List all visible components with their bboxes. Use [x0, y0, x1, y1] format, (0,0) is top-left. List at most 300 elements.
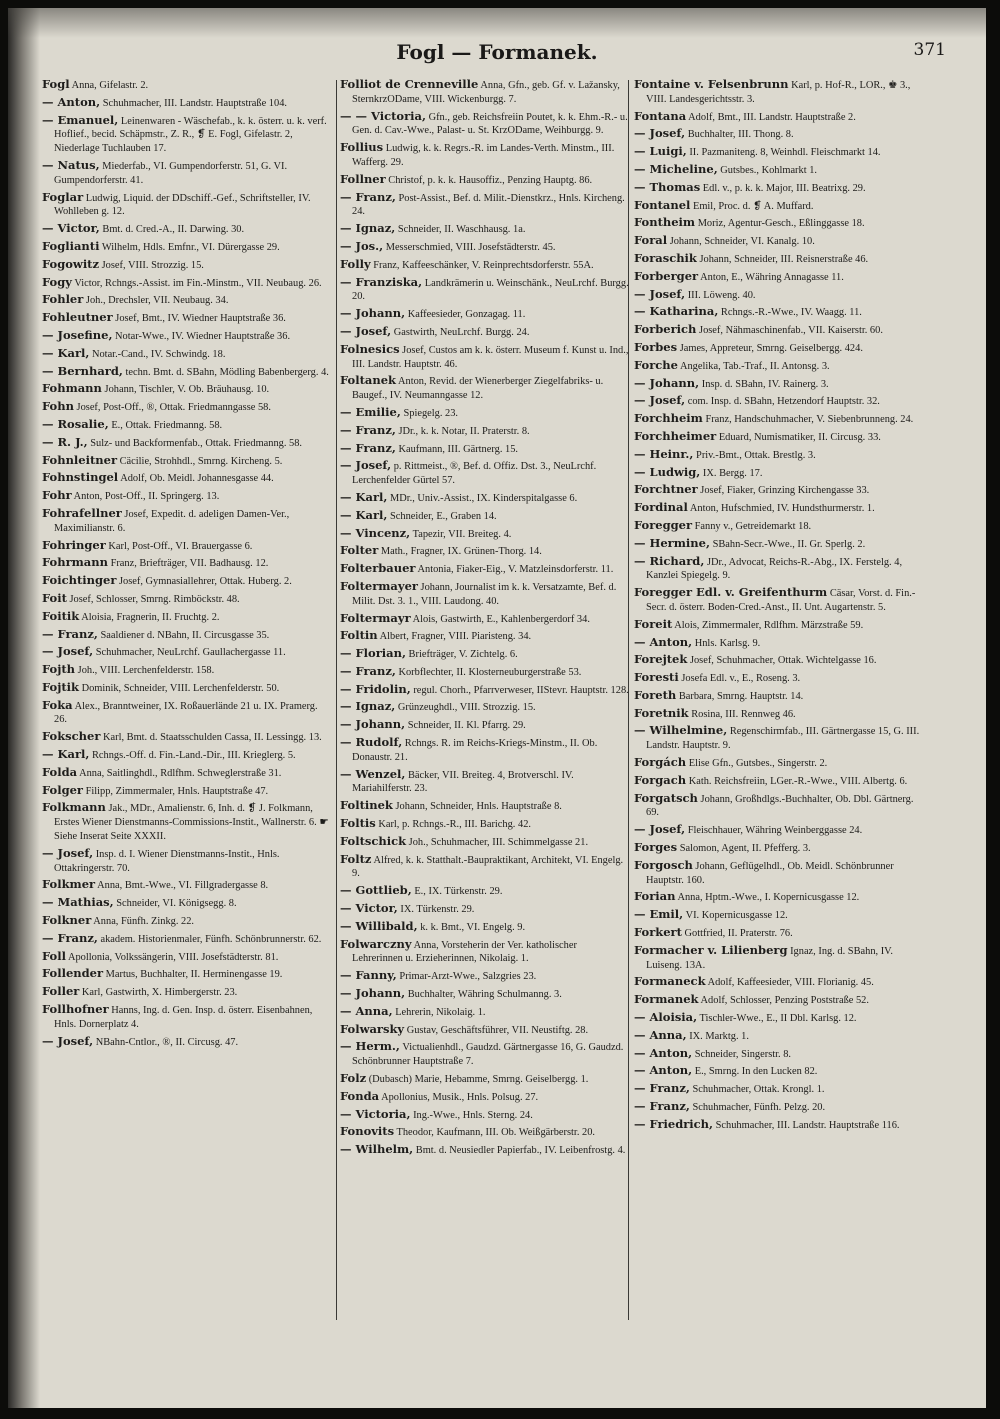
entry-details: Rchngs. R. im Reichs-Kriegs-Minstm., II. Ob. Donaustr. 21. — [352, 738, 598, 763]
directory-entry — [42, 471, 332, 486]
entry-details: Barbara, Smrng. Hauptstr. 14. — [676, 690, 804, 702]
directory-entry — [634, 181, 924, 196]
directory-entry — [42, 293, 332, 308]
entry-details: Josefa Edl. v., E., Roseng. 3. — [678, 673, 801, 685]
entry-details: E., IX. Türkenstr. 29. — [411, 886, 503, 898]
entry-name: — Franz, — [42, 626, 98, 641]
entry-details: Leinenwaren - Wäschefab., k. k. österr. u. k. verf. Hoflief., becid. Schäpmstr., Z. R., ❡ E. Fogl, Gifelastr. 2, Niederlage Tuchlauben 17. — [54, 115, 327, 155]
directory-entry — [42, 258, 332, 273]
entry-details: Spiegelg. 23. — [400, 407, 459, 419]
directory-entry — [42, 382, 332, 397]
entry-name: — Anna, — [340, 1003, 393, 1018]
entry-details: Fleischhauer, Währing Weinberggasse 24. — [685, 825, 863, 837]
entry-name: Foit — [42, 590, 67, 605]
entry-details: Ignaz, Ing. d. SBahn, IV. Luiseng. 13A. — [646, 945, 893, 971]
directory-entry — [340, 527, 630, 542]
entry-name: Forgosch — [634, 857, 693, 872]
directory-entry — [42, 628, 332, 643]
directory-entry — [42, 896, 332, 911]
directory-entry — [42, 766, 332, 781]
directory-entry — [634, 890, 924, 905]
entry-details: Rchngs.-R.-Wwe., IV. Waagg. 11. — [718, 307, 862, 319]
entry-details: Edl. v., p. k. k. Major, III. Beatrixg. 29. — [700, 182, 866, 194]
directory-entry — [340, 853, 630, 882]
entry-name: — Josef, — [340, 323, 392, 338]
directory-entry — [340, 258, 630, 273]
entry-details: Insp. d. I. Wiener Dienstmanns-Instit., Hnls. Ottakringerstr. 70. — [54, 848, 280, 874]
entry-name: Fontheim — [634, 215, 696, 230]
entry-name: Fogl — [42, 78, 70, 91]
directory-entry — [634, 519, 924, 534]
entry-name: — Rudolf, — [340, 735, 403, 750]
directory-entry — [634, 305, 924, 320]
entry-details: com. Insp. d. SBahn, Hetzendorf Hauptstr. 32. — [685, 396, 880, 408]
entry-name: — Franz, — [340, 440, 396, 455]
directory-entry — [340, 173, 630, 188]
entry-name: — Gottlieb, — [340, 883, 412, 898]
directory-entry — [634, 1082, 924, 1097]
entry-details: Karl, Gastwirth, X. Himbergerstr. 23. — [79, 987, 238, 999]
directory-entry — [634, 341, 924, 356]
entry-name: Foregger — [634, 517, 693, 532]
entry-name: — Johann, — [634, 375, 700, 390]
directory-entry — [634, 412, 924, 427]
directory-entry — [634, 671, 924, 686]
entry-name: Folwarczny — [340, 936, 412, 951]
entry-name: Foichtinger — [42, 573, 117, 588]
entry-name: Fohr — [42, 488, 72, 503]
directory-entry — [634, 653, 924, 668]
entry-name: — Josef, — [634, 822, 686, 837]
directory-entry — [634, 448, 924, 463]
entry-details: Gastwirth, NeuLrchf. Burgg. 24. — [391, 326, 530, 338]
entry-name: Folter — [340, 543, 379, 558]
entry-name: Formanek — [634, 992, 699, 1007]
entry-details: IX. Bergg. 17. — [700, 467, 763, 479]
entry-name: — Josef, — [42, 1033, 94, 1048]
entry-name: — Wilhelm, — [340, 1142, 414, 1157]
entry-name: Foresti — [634, 670, 679, 685]
entry-details: Josef, Fiaker, Grinzing Kirchengasse 33. — [697, 485, 870, 497]
entry-name: — Emil, — [634, 907, 684, 922]
entry-name: Fohnstingel — [42, 470, 119, 485]
entry-name: — Friedrich, — [634, 1116, 714, 1131]
entry-details: Antonia, Fiaker-Eig., V. Matzleinsdorferstr. 11. — [415, 564, 614, 576]
directory-entry — [42, 347, 332, 362]
directory-entry — [42, 784, 332, 799]
entry-details: Anna, Vorsteherin der Ver. katholischer Lehrerinnen u. Erzieherinnen, Nikolaig. 1. — [352, 939, 577, 965]
entry-name: Fohrafellner — [42, 505, 122, 520]
entry-details: James, Appreteur, Smrng. Geiselbergg. 424. — [677, 342, 863, 354]
entry-details: regul. Chorh., Pfarrverweser, IIStevr. Hauptstr. 128. — [410, 684, 629, 696]
entry-details: III. Löweng. 40. — [685, 289, 756, 301]
entry-name: Folkmann — [42, 800, 106, 815]
entry-name: Foreth — [634, 687, 677, 702]
entry-name: — Franz, — [340, 422, 396, 437]
directory-entry — [634, 199, 924, 214]
entry-details: Alois, Gastwirth, E., Kahlenbergerdorf 34. — [410, 613, 590, 625]
entry-details: Priv.-Bmt., Ottak. Brestlg. 3. — [693, 449, 816, 461]
directory-entry — [634, 288, 924, 303]
directory-entry — [42, 1035, 332, 1050]
directory-entry — [42, 400, 332, 415]
entry-details: Schneider, Singerstr. 8. — [692, 1048, 791, 1060]
entry-name: Fonda — [340, 1088, 380, 1103]
directory-entry — [340, 1023, 630, 1038]
directory-entry — [340, 736, 630, 765]
directory-entry — [340, 718, 630, 733]
entry-details: Johann, Schneider, Hnls. Hauptstraße 8. — [392, 801, 562, 813]
directory-entry — [340, 240, 630, 255]
entry-name: Folly — [340, 256, 371, 271]
entry-name: — Luigi, — [634, 144, 687, 159]
entry-name: Fokscher — [42, 729, 101, 744]
directory-entry — [42, 240, 332, 255]
entry-details: Messerschmied, VIII. Josefstädterstr. 45. — [383, 241, 556, 253]
directory-entry — [340, 580, 630, 609]
directory-entry — [634, 537, 924, 552]
entry-details: Buchhalter, Währing Schulmanng. 3. — [405, 989, 562, 1001]
directory-entry — [42, 1003, 332, 1032]
entry-name: Folnesics — [340, 341, 400, 356]
entry-details: Christof, p. k. k. Hausoffiz., Penzing Hauptg. 86. — [385, 174, 593, 186]
entry-name: Forian — [634, 889, 676, 904]
entry-name: Follhofner — [42, 1002, 109, 1017]
directory-entry — [340, 938, 630, 967]
directory-entry — [340, 491, 630, 506]
directory-entry — [340, 835, 630, 850]
entry-details: Schuhmacher, Ottak. Krongl. 1. — [689, 1084, 825, 1096]
page-header — [48, 40, 946, 70]
entry-details: Korbflechter, II. Klosterneuburgerstraße 53. — [395, 666, 582, 678]
directory-entry — [634, 908, 924, 923]
directory-entry — [634, 636, 924, 651]
entry-details: Tapezir, VII. Breiteg. 4. — [410, 528, 512, 540]
entry-details: Moriz, Agentur-Gesch., Eßlinggasse 18. — [695, 218, 865, 230]
entry-name: — Anton, — [42, 94, 101, 109]
entry-name: — Rosalie, — [42, 416, 109, 431]
entry-name: Formaneck — [634, 974, 706, 989]
entry-details: Dominik, Schneider, VIII. Lerchenfelderstr. 50. — [79, 682, 280, 694]
directory-entry — [634, 270, 924, 285]
entry-details: Gfn., geb. Reichsfreiin Poutet, k. k. Ehm.-R.- u. Gen. d. Cav.-Wwe., Palast- u. St. KrzODame, Weihburgg. 9. — [352, 111, 628, 137]
entry-details: Elise Gfn., Gutsbes., Singerstr. 2. — [686, 758, 828, 770]
entry-name: Fogy — [42, 274, 72, 289]
directory-entry — [340, 969, 630, 984]
entry-name: Foregger Edl. v. Greifenthurm — [634, 585, 828, 600]
entry-name: — Micheline, — [634, 161, 718, 176]
entry-name: Fogowitz — [42, 256, 100, 271]
directory-entry — [42, 847, 332, 876]
entry-details: Johann, Tischler, V. Ob. Bräuhausg. 10. — [101, 384, 270, 396]
entry-name: — R. J., — [42, 434, 88, 449]
entry-name: Forchheimer — [634, 428, 717, 443]
directory-entry — [42, 932, 332, 947]
directory-entry — [340, 884, 630, 899]
directory-entry — [340, 1072, 630, 1087]
entry-name: Fohrmann — [42, 555, 108, 570]
directory-entry — [340, 509, 630, 524]
entry-details: Anna, Hptm.-Wwe., I. Kopernicusgasse 12. — [675, 892, 860, 904]
entry-name: — Natus, — [42, 157, 100, 172]
directory-entry — [340, 78, 630, 107]
entry-name: Fohn — [42, 399, 74, 414]
entry-name: — Johann, — [340, 306, 406, 321]
entry-details: Kath. Reichsfreiin, LGer.-R.-Wwe., VIII. Albertg. 6. — [686, 775, 908, 787]
entry-details: Josef, Bmt., IV. Wiedner Hauptstraße 36. — [112, 313, 286, 325]
entry-name: Fonovits — [340, 1124, 395, 1139]
entry-name: Foll — [42, 948, 66, 963]
entry-name: Fohringer — [42, 537, 106, 552]
entry-details: Anna, Bmt.-Wwe., VI. Fillgradergasse 8. — [95, 880, 269, 892]
directory-entry — [42, 681, 332, 696]
entry-name: Folliot de Crenneville — [340, 78, 479, 91]
entry-details: Johann, Großhdlgs.-Buchhalter, Ob. Dbl. Gärtnerg. 69. — [646, 793, 914, 819]
entry-details: Post-Assist., Bef. d. Milit.-Dienstkrz., Hnls. Kircheng. 24. — [352, 192, 625, 218]
entry-name: — Franz, — [340, 189, 396, 204]
entry-details: Bmt. d. Neusiedler Papierfab., IV. Leibenfrostg. 4. — [413, 1145, 626, 1157]
entry-details: Alois, Zimmermaler, Rdlfhm. Märzstraße 59. — [672, 619, 864, 631]
entry-name: Forchheim — [634, 411, 703, 426]
directory-entry — [42, 748, 332, 763]
entry-details: Gottfried, II. Praterstr. 76. — [681, 928, 793, 940]
entry-name: — Franz, — [340, 663, 396, 678]
entry-name: — Victor, — [340, 901, 398, 916]
entry-details: Notar-Wwe., IV. Wiedner Hauptstraße 36. — [112, 330, 291, 342]
running-head: Fogl — Formanek. — [396, 40, 598, 64]
directory-entry — [42, 950, 332, 965]
entry-details: E., Ottak. Friedmanng. 58. — [108, 419, 223, 431]
entry-details: Angelika, Tab.-Traf., II. Antonsg. 3. — [677, 360, 830, 372]
entry-details: Sulz- und Backformenfab., Ottak. Friedmanng. 58. — [87, 437, 303, 449]
directory-entry — [634, 1118, 924, 1133]
entry-details: Schuhmacher, Fünfh. Pelzg. 20. — [689, 1102, 826, 1114]
entry-name: — Wilhelmine, — [634, 723, 728, 738]
entry-details: Anton, Hufschmied, IV. Hundsthurmerstr. 1. — [687, 503, 875, 515]
entry-details: Joh., VIII. Lerchenfelderstr. 158. — [75, 665, 215, 677]
entry-details: Hnls. Karlsg. 9. — [692, 637, 761, 649]
entry-details: Adolf, Bmt., III. Landstr. Hauptstraße 2. — [686, 111, 856, 123]
directory-entry — [634, 127, 924, 142]
entry-details: Anna, Gifelastr. 2. — [69, 80, 149, 91]
directory-entry — [634, 501, 924, 516]
directory-entry — [340, 141, 630, 170]
entry-details: Cäcilie, Strohhdl., Smrng. Kircheng. 5. — [117, 455, 283, 467]
directory-entry — [42, 556, 332, 571]
entry-name: Fordinal — [634, 500, 688, 515]
directory-entry — [340, 191, 630, 220]
entry-details: Karl, Bmt. d. Staatsschulden Cassa, II. Lessingg. 13. — [100, 732, 322, 744]
entry-details: Insp. d. SBahn, IV. Rainerg. 3. — [699, 378, 829, 390]
directory-entry — [42, 311, 332, 326]
entry-details: Anna, Gfn., geb. Gf. v. Lažansky, SternkrzODame, VIII. Wickenburgg. 7. — [352, 80, 620, 105]
entry-name: Foltschick — [340, 833, 407, 848]
entry-details: Bmt. d. Cred.-A., II. Darwing. 30. — [99, 224, 245, 236]
entry-name: — Emilie, — [340, 404, 401, 419]
entry-name: — Karl, — [340, 489, 388, 504]
entry-name: — Herm., — [340, 1039, 400, 1054]
entry-name: — Franziska, — [340, 274, 423, 289]
entry-name: Fohmann — [42, 381, 102, 396]
entry-details: VI. Kopernicusgasse 12. — [683, 910, 788, 922]
entry-details: Alex., Branntweiner, IX. Roßauerlände 21 u. IX. Pramerg. 26. — [54, 700, 318, 726]
entry-details: Victualienhdl., Gaudzd. Gärtnergasse 16, G. Gaudzd. Schönbrunner Hauptstraße 7. — [352, 1042, 624, 1068]
entry-details: Wilhelm, Hdls. Emfnr., VI. Dürergasse 29. — [99, 241, 280, 253]
entry-details: Schneider, VI. Königsegg. 8. — [113, 898, 237, 910]
entry-details: Josef, Gymnasiallehrer, Ottak. Huberg. 2. — [116, 576, 292, 588]
entry-name: Forgach — [634, 772, 687, 787]
entry-details: Aloisia, Fragnerin, II. Fruchtg. 2. — [79, 611, 220, 623]
directory-entry — [634, 586, 924, 615]
directory-entry — [634, 707, 924, 722]
directory-entry — [340, 1108, 630, 1123]
directory-entry — [42, 801, 332, 843]
directory-entry — [340, 562, 630, 577]
entry-details: II. Pazmaniteng. 8, Weinhdl. Fleischmarkt 14. — [686, 147, 881, 159]
directory-entry — [634, 377, 924, 392]
entry-details: Gutsbes., Kohlmarkt 1. — [717, 164, 817, 176]
entry-name: Folkmer — [42, 877, 96, 892]
entry-details: Karl, Post-Off., VI. Brauergasse 6. — [105, 540, 253, 552]
entry-details: Schuhmacher, III. Landstr. Hauptstraße 116. — [713, 1119, 900, 1131]
directory-entry — [42, 967, 332, 982]
directory-entry — [634, 792, 924, 821]
directory-entry — [340, 325, 630, 340]
directory-entry — [42, 365, 332, 380]
entry-details: Victor, Rchngs.-Assist. im Fin.-Minstm., VII. Neubaug. 26. — [71, 277, 322, 289]
directory-entry — [340, 406, 630, 421]
entry-details: Schuhmacher, NeuLrchf. Gaullachergasse 11. — [93, 647, 286, 659]
entry-name: Forgách — [634, 755, 687, 770]
directory-entry — [340, 442, 630, 457]
directory-entry — [42, 276, 332, 291]
entry-details: Apollonius, Musik., Hnls. Polsug. 27. — [379, 1091, 539, 1103]
entry-details: IX. Marktg. 1. — [686, 1030, 749, 1042]
entry-name: Forberich — [634, 322, 697, 337]
directory-entry — [634, 823, 924, 838]
entry-name: Foltin — [340, 628, 378, 643]
entry-details: Buchhalter, III. Thong. 8. — [685, 129, 794, 141]
entry-name: — — Victoria, — [340, 108, 426, 123]
entry-details: Josef, Custos am k. k. österr. Museum f. Kunst u. Ind., III. Landstr. Hauptstr. 46. — [352, 344, 629, 370]
entry-name: — Heinr., — [634, 446, 694, 461]
entry-name: Folger — [42, 782, 83, 797]
directory-entry — [634, 944, 924, 973]
directory-entry — [42, 78, 332, 93]
entry-name: — Josef, — [634, 286, 686, 301]
entry-details: Hanns, Ing. d. Gen. Insp. d. österr. Eisenbahnen, Hnls. Dornerplatz 4. — [54, 1005, 313, 1030]
directory-entry — [634, 618, 924, 633]
directory-entry — [42, 985, 332, 1000]
directory-column-1 — [42, 78, 332, 1378]
directory-entry — [340, 665, 630, 680]
entry-name: — Franz, — [634, 1081, 690, 1096]
entry-details: techn. Bmt. d. SBahn, Mödling Babenbergerg. 4. — [122, 366, 329, 378]
entry-details: Adolf, Ob. Meidl. Johannesgasse 44. — [118, 473, 274, 485]
directory-entry — [634, 359, 924, 374]
entry-name: Forche — [634, 357, 678, 372]
entry-details: Emil, Proc. d. ❡ A. Muffard. — [690, 200, 814, 212]
directory-entry — [634, 555, 924, 584]
directory-entry — [340, 1090, 630, 1105]
entry-details: Josef, Schuhmacher, Ottak. Wichtelgasse 16. — [687, 655, 877, 667]
entry-details: Johann, Journalist im k. k. Versatzamte, Bef. d. Milit. Dst. 3. 1., VIII. Laudong. 40. — [352, 581, 617, 607]
entry-details: Eduard, Numismatiker, II. Circusg. 33. — [716, 431, 881, 443]
entry-name: Foitik — [42, 608, 80, 623]
directory-entry — [42, 699, 332, 728]
directory-entry — [634, 430, 924, 445]
directory-entry — [340, 768, 630, 797]
entry-name: Forchtner — [634, 482, 698, 497]
entry-details: IX. Türkenstr. 29. — [397, 904, 475, 916]
entry-details: Primar-Arzt-Wwe., Salzgries 23. — [396, 971, 537, 983]
entry-name: — Anton, — [634, 634, 693, 649]
entry-name: — Jos., — [340, 238, 384, 253]
directory-entry — [42, 539, 332, 554]
entry-details: Franz, Briefträger, VII. Badhausg. 12. — [107, 558, 269, 570]
entry-details: Johann, Schneider, III. Reisnerstraße 46. — [696, 253, 869, 265]
directory-entry — [340, 683, 630, 698]
entry-name: — Johann, — [340, 986, 406, 1001]
entry-name: — Josefine, — [42, 327, 113, 342]
entry-name: — Aloisia, — [634, 1010, 698, 1025]
directory-entry — [42, 592, 332, 607]
entry-name: — Victoria, — [340, 1106, 411, 1121]
entry-name: — Johann, — [340, 717, 406, 732]
directory-entry — [340, 459, 630, 488]
entry-name: Fohleutner — [42, 310, 113, 325]
directory-entry — [634, 841, 924, 856]
directory-entry — [340, 629, 630, 644]
entry-name: — Katharina, — [634, 304, 719, 319]
directory-entry — [42, 878, 332, 893]
entry-details: Theodor, Kaufmann, III. Ob. Weißgärberstr. 20. — [394, 1127, 596, 1139]
entry-details: Rchngs.-Off. d. Fin.-Land.-Dir., III. Krieglerg. 5. — [89, 750, 296, 762]
entry-details: Notar.-Cand., IV. Schwindg. 18. — [89, 348, 226, 360]
entry-details: Josef, Nähmaschinenfab., VII. Kaiserstr. 60. — [696, 325, 883, 337]
directory-page — [8, 8, 986, 1408]
entry-name: — Karl, — [42, 747, 90, 762]
entry-name: — Anton, — [634, 1045, 693, 1060]
entry-details: Ludwig, k. k. Regrs.-R. im Landes-Verth. Minstm., III. Wafferg. 29. — [352, 143, 615, 168]
directory-entry — [634, 859, 924, 888]
directory-entry — [634, 975, 924, 990]
entry-name: Foltanek — [340, 373, 396, 388]
directory-entry — [340, 1005, 630, 1020]
entry-name: Follender — [42, 966, 104, 981]
entry-name: Follius — [340, 140, 384, 155]
entry-name: Foltis — [340, 816, 376, 831]
entry-details: Rosina, III. Rennweg 46. — [688, 708, 796, 720]
directory-entry — [42, 114, 332, 156]
entry-name: — Fridolin, — [340, 681, 411, 696]
entry-name: Fontanel — [634, 197, 691, 212]
entry-details: Karl, p. Rchngs.-R., III. Barichg. 42. — [375, 819, 531, 831]
directory-entry — [42, 329, 332, 344]
directory-entry — [340, 700, 630, 715]
directory-entry — [634, 216, 924, 231]
directory-entry — [634, 252, 924, 267]
entry-name: — Anton, — [634, 1063, 693, 1078]
entry-details: SBahn-Secr.-Wwe., II. Gr. Sperlg. 2. — [709, 538, 866, 550]
entry-name: — Karl, — [42, 345, 90, 360]
entry-name: — Fanny, — [340, 968, 397, 983]
entry-details: Grünzeughdl., VIII. Strozzig. 15. — [395, 702, 536, 714]
entry-details: Albert, Fragner, VIII. Piaristeng. 34. — [377, 631, 532, 643]
entry-details: Kaufmann, III. Gärtnerg. 15. — [395, 443, 519, 455]
directory-entry — [634, 145, 924, 160]
entry-name: Foltinek — [340, 798, 393, 813]
